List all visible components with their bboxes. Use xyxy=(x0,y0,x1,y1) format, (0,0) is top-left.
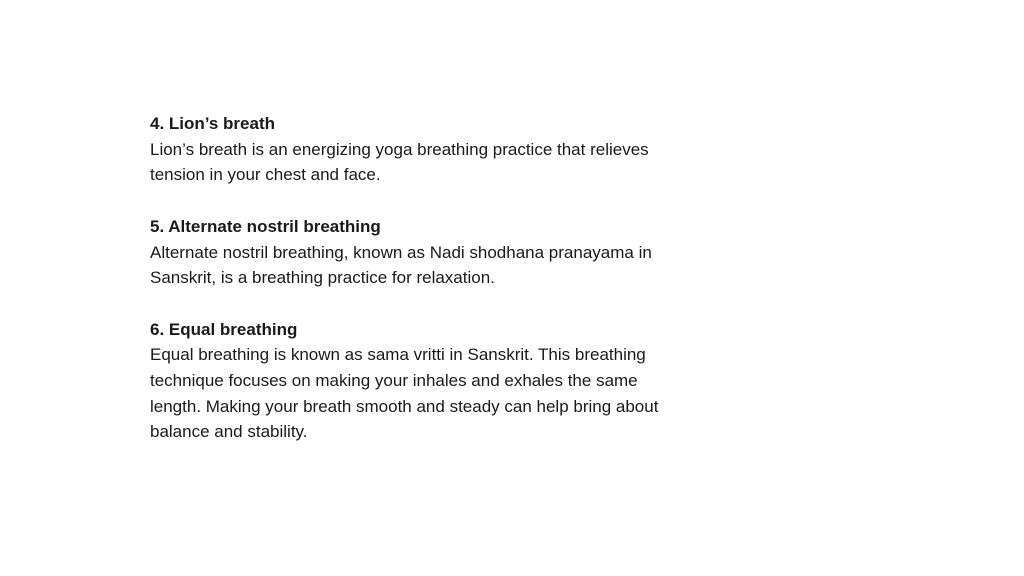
body-line: Equal breathing is known as sama vritti in Sanskrit. This breathing xyxy=(150,345,646,365)
body-line: length. Making your breath smooth and steady can help bring about xyxy=(150,396,659,416)
section-heading: 4. Lion’s breath xyxy=(150,114,276,133)
body-line: technique focuses on making your inhales and exhales the same xyxy=(150,371,638,390)
body-line: balance and stability. xyxy=(150,422,308,442)
body-line: Sanskrit, is a breathing practice for relaxation. xyxy=(150,268,495,288)
section-alternate-nostril-breathing xyxy=(150,214,750,291)
slide-content xyxy=(150,111,750,471)
section-heading: 5. Alternate nostril breathing xyxy=(150,216,381,236)
body-line: tension in your chest and face. xyxy=(150,165,381,185)
section-heading: 6. Equal breathing xyxy=(150,319,298,339)
body-line: Lion’s breath is an energizing yoga breathing practice that relieves xyxy=(150,139,649,159)
body-line: Alternate nostril breathing, known as Nadi shodhana pranayama in xyxy=(150,242,652,262)
section-equal-breathing xyxy=(150,317,750,446)
section-lions-breath xyxy=(150,111,750,188)
